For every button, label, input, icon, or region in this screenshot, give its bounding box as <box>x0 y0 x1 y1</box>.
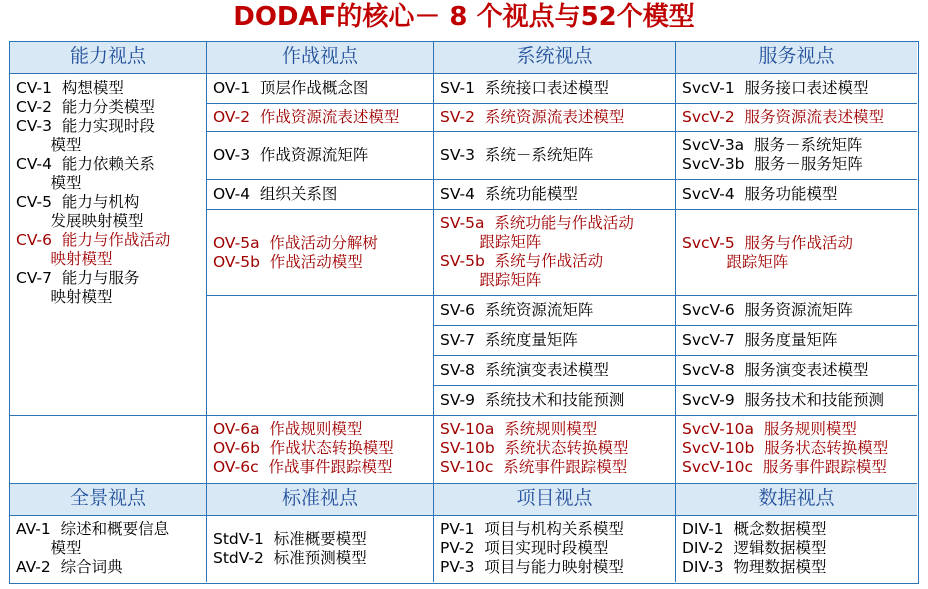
ov-row-6 <box>207 416 434 484</box>
model-entry: CV-4 能力依赖关系 <box>16 155 155 173</box>
model-entry: SV-8 系统演变表述模型 <box>440 361 609 379</box>
model-entry: 模型 <box>16 136 82 154</box>
model-entry: SV-4 系统功能模型 <box>440 185 578 203</box>
svc-row-1 <box>676 74 917 104</box>
model-entry: 模型 <box>16 174 82 192</box>
model-entry: CV-2 能力分类模型 <box>16 98 155 116</box>
sv-row-7 <box>434 326 676 356</box>
model-entry: AV-1 综述和概要信息 <box>16 520 170 538</box>
sv-row-10 <box>434 416 676 484</box>
model-entry: OV-6c 作战事件跟踪模型 <box>213 458 393 476</box>
ov-row-3 <box>207 132 434 180</box>
model-entry: CV-3 能力实现时段 <box>16 117 155 135</box>
sv-row-1 <box>434 74 676 104</box>
model-entry: OV-4 组织关系图 <box>213 185 338 203</box>
model-entry: SV-6 系统资源流矩阵 <box>440 301 594 319</box>
header-service: 服务视点 <box>676 42 917 74</box>
svc-row-3 <box>676 132 917 180</box>
model-entry: OV-1 顶层作战概念图 <box>213 79 369 97</box>
model-entry: SvcV-3b 服务－服务矩阵 <box>682 155 863 173</box>
model-entry: DIV-2 逻辑数据模型 <box>682 539 827 557</box>
model-entry: SvcV-1 服务接口表述模型 <box>682 79 869 97</box>
model-entry: PV-2 项目实现时段模型 <box>440 539 609 557</box>
sv-row-8 <box>434 356 676 386</box>
svc-row-10 <box>676 416 917 484</box>
svc-row-8 <box>676 356 917 386</box>
model-entry: DIV-1 概念数据模型 <box>682 520 827 538</box>
sv-row-3 <box>434 132 676 180</box>
svc-row-6 <box>676 296 917 326</box>
model-entry: 模型 <box>16 539 82 557</box>
stdv-cell <box>207 516 434 582</box>
model-entry: 跟踪矩阵 <box>682 253 789 271</box>
model-entry: PV-1 项目与机构关系模型 <box>440 520 624 538</box>
model-entry: SV-3 系统－系统矩阵 <box>440 146 594 164</box>
model-entry: OV-6b 作战状态转换模型 <box>213 439 394 457</box>
page-title: DODAF的核心－ 8 个视点与52个模型 <box>233 2 695 32</box>
model-entry: SV-10a 系统规则模型 <box>440 420 598 438</box>
cv-cell <box>10 74 207 416</box>
model-entry: SvcV-2 服务资源流表述模型 <box>682 108 885 126</box>
model-entry: CV-1 构想模型 <box>16 79 124 97</box>
model-entry: SvcV-3a 服务－系统矩阵 <box>682 136 863 154</box>
model-entry: AV-2 综合词典 <box>16 558 123 576</box>
pv-cell <box>434 516 676 582</box>
svc-row-9 <box>676 386 917 416</box>
model-entry: 映射模型 <box>16 288 113 306</box>
model-entry: CV-6 能力与作战活动 <box>16 231 171 249</box>
model-entry: StdV-1 标准概要模型 <box>213 530 367 548</box>
model-entry: SvcV-8 服务演变表述模型 <box>682 361 869 379</box>
model-entry: SV-5b 系统与作战活动 <box>440 252 604 270</box>
model-entry: OV-5a 作战活动分解树 <box>213 234 378 252</box>
model-entry: SV-7 系统度量矩阵 <box>440 331 578 349</box>
viewpoint-table <box>9 41 919 584</box>
model-entry: PV-3 项目与能力映射模型 <box>440 558 624 576</box>
model-entry: SV-5a 系统功能与作战活动 <box>440 214 634 232</box>
model-entry: SV-10c 系统事件跟踪模型 <box>440 458 628 476</box>
model-entry: SvcV-10b 服务状态转换模型 <box>682 439 889 457</box>
model-entry: OV-5b 作战活动模型 <box>213 253 363 271</box>
header-project: 项目视点 <box>434 484 676 516</box>
header-operational: 作战视点 <box>207 42 434 74</box>
header-data: 数据视点 <box>676 484 917 516</box>
sv-row-5 <box>434 210 676 296</box>
ov-empty <box>207 296 434 416</box>
model-entry: SV-1 系统接口表述模型 <box>440 79 609 97</box>
model-entry: StdV-2 标准预测模型 <box>213 549 367 567</box>
model-entry: SvcV-5 服务与作战活动 <box>682 234 854 252</box>
sv-row-4 <box>434 180 676 210</box>
model-entry: SV-10b 系统状态转换模型 <box>440 439 629 457</box>
model-entry: SV-2 系统资源流表述模型 <box>440 108 625 126</box>
model-entry: SV-9 系统技术和技能预测 <box>440 391 625 409</box>
model-entry: OV-3 作战资源流矩阵 <box>213 146 369 164</box>
header-standards: 标准视点 <box>207 484 434 516</box>
header-all: 全景视点 <box>10 484 207 516</box>
model-entry: SvcV-7 服务度量矩阵 <box>682 331 838 349</box>
model-entry: SvcV-6 服务资源流矩阵 <box>682 301 854 319</box>
ov-row-4 <box>207 180 434 210</box>
svc-row-2 <box>676 104 917 132</box>
sv-row-9 <box>434 386 676 416</box>
svc-row-5 <box>676 210 917 296</box>
model-entry: OV-2 作战资源流表述模型 <box>213 108 400 126</box>
model-entry: SvcV-4 服务功能模型 <box>682 185 838 203</box>
model-entry: SvcV-9 服务技术和技能预测 <box>682 391 885 409</box>
model-entry: SvcV-10c 服务事件跟踪模型 <box>682 458 887 476</box>
header-system: 系统视点 <box>434 42 676 74</box>
ov-row-5 <box>207 210 434 296</box>
cv-empty <box>10 416 207 484</box>
model-entry: 跟踪矩阵 <box>440 233 542 251</box>
sv-row-2 <box>434 104 676 132</box>
sv-row-6 <box>434 296 676 326</box>
ov-row-2 <box>207 104 434 132</box>
svc-row-7 <box>676 326 917 356</box>
model-entry: OV-6a 作战规则模型 <box>213 420 363 438</box>
model-entry: DIV-3 物理数据模型 <box>682 558 827 576</box>
svc-row-4 <box>676 180 917 210</box>
model-entry: SvcV-10a 服务规则模型 <box>682 420 857 438</box>
model-entry: CV-5 能力与机构 <box>16 193 140 211</box>
model-entry: 发展映射模型 <box>16 212 144 230</box>
av-cell <box>10 516 207 582</box>
header-capability: 能力视点 <box>10 42 207 74</box>
model-entry: 映射模型 <box>16 250 113 268</box>
div-cell <box>676 516 917 582</box>
ov-row-1 <box>207 74 434 104</box>
model-entry: 跟踪矩阵 <box>440 271 542 289</box>
model-entry: CV-7 能力与服务 <box>16 269 140 287</box>
